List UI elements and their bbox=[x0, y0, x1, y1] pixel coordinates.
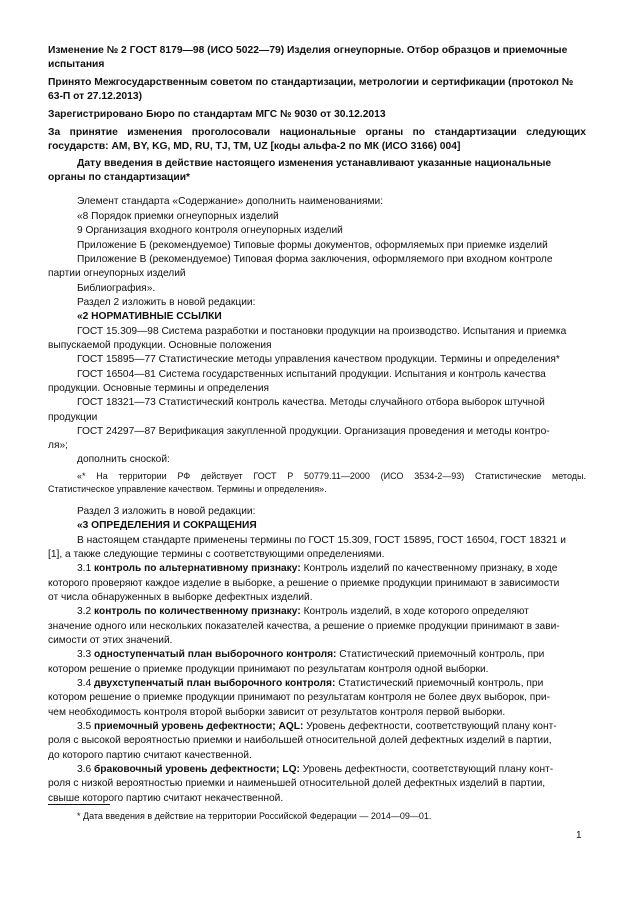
term-3-2-title: контроль по количественному признаку: bbox=[94, 606, 301, 617]
term-3-1-line3: от числа обнаруженных в выборке дефектных изделий. bbox=[48, 592, 313, 603]
reference-gost-16504-line1: ГОСТ 16504—81 Система государственных испытаний продукции. Испытания и контроль качества bbox=[77, 369, 546, 380]
registration-note: Зарегистрировано Бюро по стандартам МГС № 9030 от 30.12.2013 bbox=[48, 109, 386, 120]
terms-intro-line2: [1], а также следующие термины с соответствующими определениями. bbox=[48, 549, 385, 560]
term-3-2-line2: значение одного или нескольких показателей качества, а решение о приемке продукции принимают в зави- bbox=[48, 621, 560, 632]
term-3-6-line2: роля с низкой вероятностью приемки и наименьшей относительной долей дефектных изделий в партии, bbox=[48, 778, 546, 789]
term-3-5-line1 bbox=[77, 720, 557, 735]
reference-gost-15309-line1: ГОСТ 15.309—98 Система разработки и постановки продукции на производство. Испытания и приемка bbox=[77, 326, 567, 337]
contents-appendix-b: Приложение Б (рекомендуемое) Типовые формы документов, оформляемых при приемке изделий bbox=[77, 240, 548, 251]
term-3-5-def-a: Уровень дефектности, соответствующий плану конт- bbox=[306, 721, 557, 732]
term-3-5-number: 3.5 bbox=[77, 721, 92, 732]
footnote-separator bbox=[48, 804, 110, 805]
section3-heading: «3 ОПРЕДЕЛЕНИЯ И СОКРАЩЕНИЯ bbox=[77, 520, 257, 531]
term-3-4-line2: котором решение о приемке продукции принимают по результатам контроля не более двух выборок, при- bbox=[48, 692, 551, 703]
term-3-4-title: двухступенчатый план выборочного контроля: bbox=[94, 678, 336, 689]
effective-date-note: Дату введения в действие настоящего изменения устанавливают указанные национальные органы по стандартизации* bbox=[48, 158, 552, 183]
term-3-5-title: приемочный уровень дефектности; AQL: bbox=[94, 721, 304, 732]
term-3-1-line1 bbox=[77, 562, 557, 577]
term-3-1-number: 3.1 bbox=[77, 563, 92, 574]
reference-gost-18321-line2: продукции bbox=[48, 412, 98, 423]
section2-heading: «2 НОРМАТИВНЫЕ ССЫЛКИ bbox=[77, 311, 222, 322]
term-3-2-def-a: Контроль изделий, в ходе которого определяют bbox=[303, 606, 529, 617]
page-number: 1 bbox=[576, 830, 582, 841]
term-3-6-def-a: Уровень дефектности, соответствующий плану конт- bbox=[302, 764, 554, 775]
reference-gost-15309-line2: выпускаемой продукции. Основные положения bbox=[48, 340, 272, 351]
terms-intro-line1: В настоящем стандарте применены термины по ГОСТ 15.309, ГОСТ 15895, ГОСТ 16504, ГОСТ 18321 и bbox=[77, 535, 566, 546]
term-3-4-number: 3.4 bbox=[77, 678, 92, 689]
section2-intro: Раздел 2 изложить в новой редакции: bbox=[77, 297, 256, 308]
term-3-2-number: 3.2 bbox=[77, 606, 92, 617]
term-3-3-line2: котором решение о приемке продукции принимают по результатам контроля одной выборки. bbox=[48, 664, 489, 675]
reference-gost-24297-line2: ля»; bbox=[48, 440, 68, 451]
term-3-1-title: контроль по альтернативному признаку: bbox=[94, 563, 301, 574]
voting-note: За принятие изменения проголосовали национальные органы по стандартизации следующих государств: AM, BY, KG, MD, RU, TJ, TM, UZ [коды альфа-2 по МК (ИСО 3166) 004] bbox=[48, 127, 586, 152]
term-3-2-line3: симости от этих значений. bbox=[48, 635, 173, 646]
term-3-4-line3: чем необходимость контроля второй выборки зависит от результатов контроля первой выборки. bbox=[48, 707, 506, 718]
reference-gost-24297-line1: ГОСТ 24297—87 Верификация закупленной продукции. Организация проведения и методы контро- bbox=[77, 426, 550, 437]
reference-gost-18321-line1: ГОСТ 18321—73 Статистический контроль качества. Методы случайного отбора выборок штучной bbox=[77, 397, 545, 408]
contents-appendix-v-line1: Приложение В (рекомендуемое) Типовая форма заключения, оформляемого при входном контроле bbox=[77, 254, 553, 265]
section3-intro: Раздел 3 изложить в новой редакции: bbox=[77, 506, 256, 517]
inserted-footnote-line1: «* На территории РФ действует ГОСТ Р 50779.11—2000 (ИСО 3534-2—93) Статистические методы. bbox=[77, 471, 586, 481]
term-3-3-number: 3.3 bbox=[77, 649, 92, 660]
term-3-4-line1 bbox=[77, 677, 543, 692]
term-3-6-line1 bbox=[77, 763, 553, 778]
term-3-6-line3: свыше которого партию считают некачественной. bbox=[48, 793, 284, 804]
term-3-2-line1 bbox=[77, 605, 529, 620]
term-3-3-def-a: Статистический приемочный контроль, при bbox=[339, 649, 545, 660]
contents-item-8: «8 Порядок приемки огнеупорных изделий bbox=[77, 211, 279, 222]
amendment-title: Изменение № 2 ГОСТ 8179—98 (ИСО 5022—79) Изделия огнеупорные. Отбор образцов и приемочные испытания bbox=[48, 45, 568, 70]
term-3-5-line3: до которого партию считают качественной. bbox=[48, 750, 252, 761]
term-3-1-line2: которого проверяют каждое изделие в выборке, а решение о приемке продукции принимают в зависимости bbox=[48, 578, 560, 589]
adoption-note: Принято Межгосударственным советом по стандартизации, метрологии и сертификации (протокол № 63-П от 27.12.2013) bbox=[48, 77, 574, 102]
contents-bibliography: Библиография». bbox=[77, 283, 156, 294]
term-3-1-def-a: Контроль изделий по качественному признаку, в ходе bbox=[303, 563, 558, 574]
inserted-footnote-line2: Статистическое управление качеством. Термины и определения». bbox=[48, 484, 327, 494]
contents-intro: Элемент стандарта «Содержание» дополнить наименованиями: bbox=[77, 196, 384, 207]
page-footnote: * Дата введения в действие на территории Российской Федерации — 2014—09—01. bbox=[77, 811, 432, 821]
term-3-6-number: 3.6 bbox=[77, 764, 92, 775]
term-3-6-title: браковочный уровень дефектности; LQ: bbox=[94, 764, 300, 775]
term-3-4-def-a: Статистический приемочный контроль, при bbox=[338, 678, 544, 689]
footnote-instruction: дополнить сноской: bbox=[77, 454, 170, 465]
term-3-3-line1 bbox=[77, 648, 544, 663]
reference-gost-15895: ГОСТ 15895—77 Статистические методы управления качеством продукции. Термины и определения* bbox=[77, 354, 560, 365]
contents-item-9: 9 Организация входного контроля огнеупорных изделий bbox=[77, 225, 343, 236]
reference-gost-16504-line2: продукции. Основные термины и определения bbox=[48, 383, 270, 394]
contents-appendix-v-line2: партии огнеупорных изделий bbox=[48, 268, 186, 279]
term-3-5-line2: роля с высокой вероятностью приемки и наибольшей относительной долей дефектных изделий в партии, bbox=[48, 735, 552, 746]
term-3-3-title: одноступенчатый план выборочного контроля: bbox=[94, 649, 337, 660]
